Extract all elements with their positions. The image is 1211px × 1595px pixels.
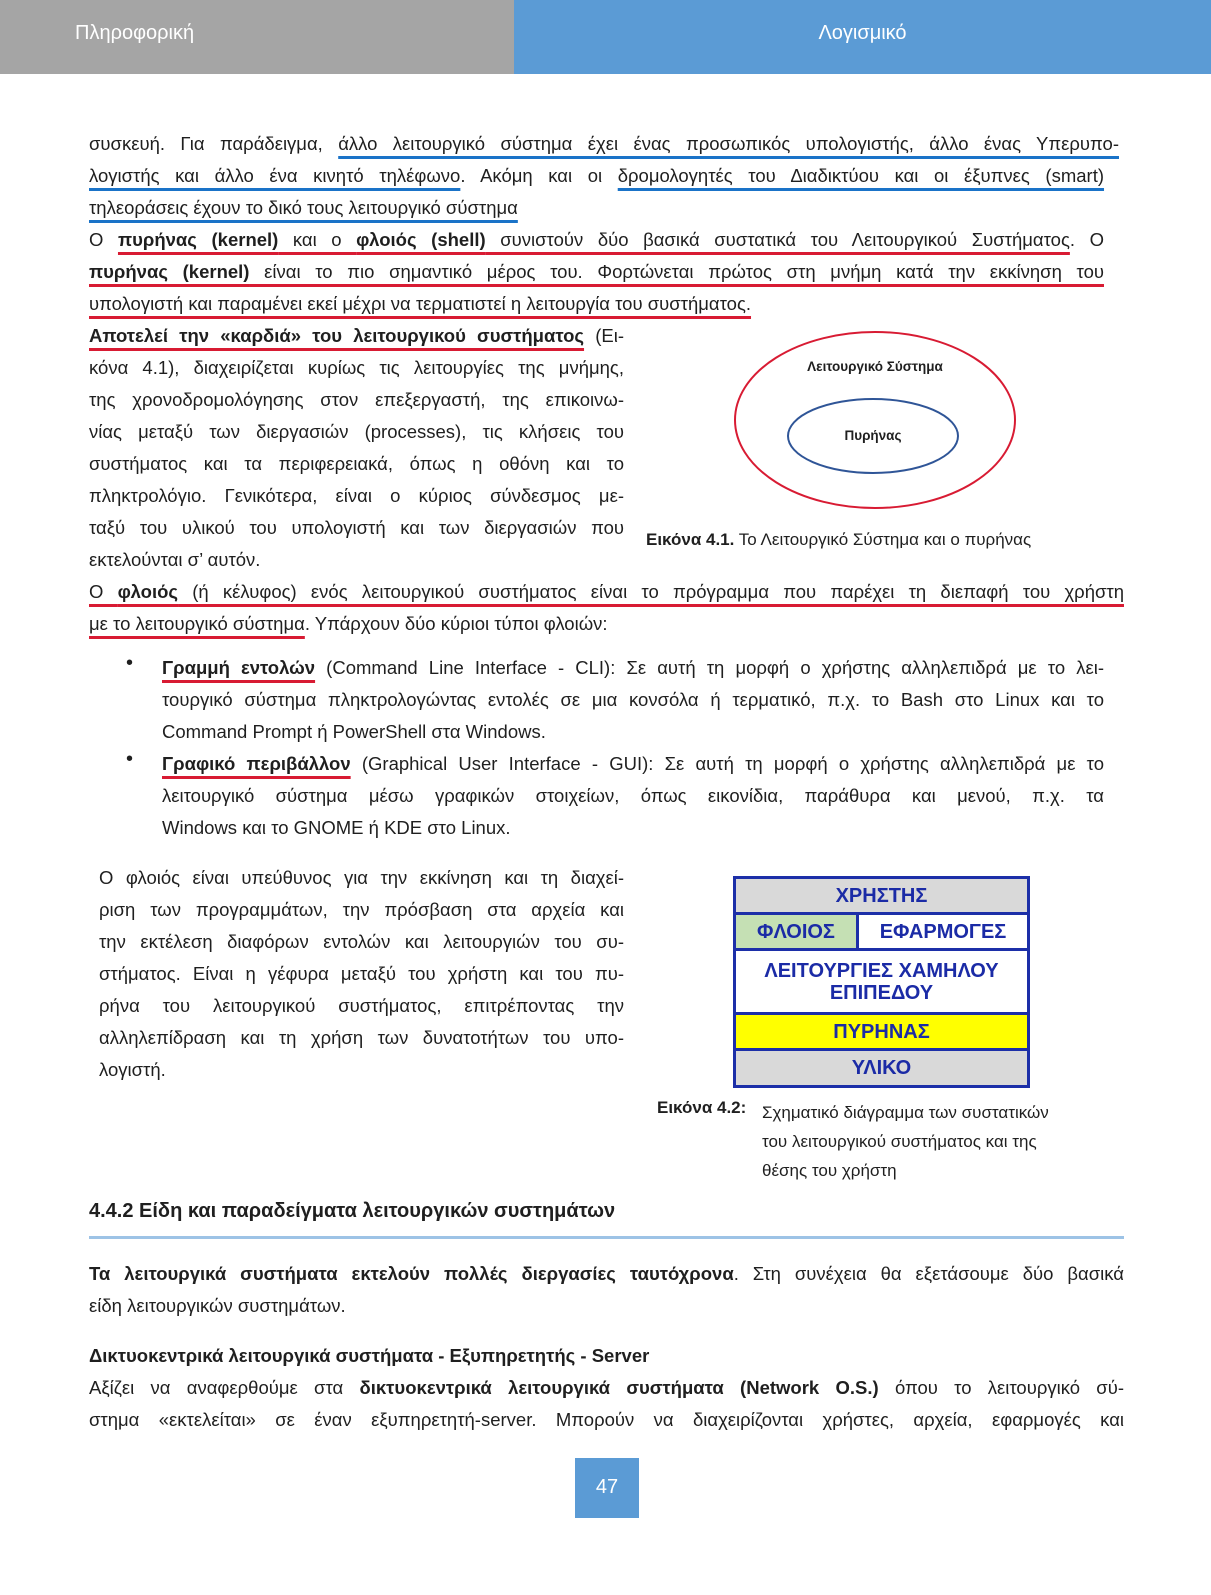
para2-line3: [89, 288, 751, 320]
text-span: . Υπάρχουν δύο κύριοι τύποι φλοιών:: [304, 613, 608, 634]
layer-apps: [859, 915, 1027, 948]
para3-line: κόνα 4.1), διαχειρίζεται κυρίως τις λειτουργίες της μνήμης,: [89, 357, 624, 378]
para5-line: την εκτέλεση διαφόρων εντολών και λειτουργιών του συ-: [99, 931, 624, 952]
para3-line: συστήματος και τα περιφερειακά, όπως η οθόνη και το: [89, 453, 624, 474]
kernel-label: Πυρήνας: [844, 428, 902, 443]
kernel-term: πυρήνας (kernel): [89, 261, 250, 282]
os-label: Λειτουργικό Σύστημα: [807, 359, 943, 374]
layer-label: ΥΛΙΚΟ: [851, 1057, 912, 1079]
shell-term: φλοιός: [117, 581, 179, 602]
bullet2-line3: Windows και το GNOME ή KDE στο Linux.: [162, 817, 511, 838]
header-subject-title: Πληροφορική: [75, 22, 195, 44]
section-heading: 4.4.2 Είδη και παραδείγματα λειτουργικών συστημάτων: [89, 1200, 616, 1222]
section-intro-line1: [89, 1258, 1124, 1290]
text-span: Ο: [89, 581, 118, 602]
bullet1-line3: Command Prompt ή PowerShell στα Windows.: [162, 721, 546, 742]
bullet1-line2: τουργικό σύστημα πληκτρολογώντας εντολές σε μια κονσόλα ή τερματικό, π.χ. το Bash στο Linux και το: [162, 689, 1104, 710]
underlined-text: άλλο λειτουργικό σύστημα έχει ένας προσωπικός υπολογιστής, άλλο ένας Υπερυπο-: [338, 133, 1119, 154]
gui-term: Γραφικό περιβάλλον: [162, 753, 351, 774]
heart-of-os-phrase: Αποτελεί την «καρδιά» του λειτουργικού συστήματος: [89, 325, 585, 346]
caption-line: του λειτουργικού συστήματος και της: [762, 1132, 1037, 1151]
bullet1-line1: [162, 652, 1104, 684]
layer-hardware: [736, 1051, 1027, 1085]
underlined-text: τηλεοράσεις έχουν το δικό τους λειτουργικό σύστημα: [89, 197, 518, 218]
underlined-text: υπολογιστή και παραμένει εκεί μέχρι να τερματιστεί η λειτουργία του συστήματος.: [89, 293, 752, 314]
underlined-text: με το λειτουργικό σύστημα: [89, 613, 305, 634]
text-span: . Ο: [1069, 229, 1104, 250]
text-span: και ο: [278, 229, 357, 250]
para5-line: ρήνα του λειτουργικού συστήματος, επιτρέποντας την: [99, 995, 624, 1016]
caption-text: Το Λειτουργικό Σύστημα και ο πυρήνας: [734, 530, 1032, 549]
figure-os-kernel-ellipses: [730, 328, 1020, 513]
layer-low-level-functions: [736, 951, 1027, 1015]
para4-line1: [89, 576, 1124, 608]
caption-label: Εικόνα 4.1.: [646, 530, 735, 549]
text-span: είναι το πιο σημαντικό μέρος του. Φορτώνεται πρώτος στη μνήμη κατά την εκκίνηση του: [249, 261, 1104, 282]
para3-line: πληκτρολόγιο. Γενικότερα, είναι ο κύριος σύνδεσμος με-: [89, 485, 624, 506]
bullet2-line2: λειτουργικό σύστημα μέσω γραφικών στοιχείων, όπως εικονίδια, παράθυρα και μενού, π.χ. τα: [162, 785, 1104, 806]
para3-line1: [89, 320, 624, 352]
para1-line3: [89, 192, 518, 224]
bold-text: Τα λειτουργικά συστήματα εκτελούν πολλές διεργασίες ταυτόχρονα: [89, 1263, 734, 1284]
layer-label: ΕΦΑΡΜΟΓΕΣ: [879, 920, 1007, 943]
para3-line: ταξύ του υλικού του υπολογιστή και των διεργασιών που: [89, 517, 624, 538]
para4-line2: [89, 608, 608, 640]
cli-term: Γραμμή εντολών: [162, 657, 316, 678]
text-span: (Command Line Interface - CLI): Σε αυτή τη μορφή ο χρήστης αλληλεπιδρά με το λει-: [315, 657, 1104, 678]
kernel-term: πυρήνας (kernel): [117, 229, 279, 250]
subheading-network-os: Δικτυοκεντρικά λειτουργικά συστήματα - Εξυπηρετητής - Server: [89, 1345, 650, 1366]
caption-line: θέσης του χρήστη: [762, 1161, 897, 1180]
para1-line2: [89, 160, 1104, 192]
caption-line: Σχηματικό διάγραμμα των συστατικών: [762, 1103, 1049, 1122]
para2-line2: [89, 256, 1104, 288]
section-intro-line2: είδη λειτουργικών συστημάτων.: [89, 1295, 346, 1316]
figure2-caption: [762, 1098, 1049, 1185]
text-span: όπου το λειτουργικό σύ-: [878, 1377, 1125, 1398]
layer-label: ΦΛΟΙΟΣ: [757, 920, 835, 943]
underlined-text: δρομολογητές του Διαδικτύου και οι έξυπνες (smart): [617, 165, 1105, 186]
layer-label: ΧΡΗΣΤΗΣ: [835, 884, 928, 907]
ellipse-diagram-icon: [730, 328, 1020, 513]
text-span: (Graphical User Interface - GUI): Σε αυτή τη μορφή ο χρήστης αλληλεπιδρά με το: [350, 753, 1104, 774]
para2-line1: [89, 224, 1104, 256]
text-span: (ή κέλυφος) ενός λειτουργικού συστήματος είναι το πρόγραμμα που παρέχει τη διεπαφή του χρήστη: [178, 581, 1124, 602]
bullet-icon: •: [126, 748, 134, 770]
bullet2-line1: [162, 748, 1104, 780]
text-span: Ο: [89, 229, 118, 250]
page-number: 47: [575, 1458, 639, 1518]
para5-line: λογιστή.: [99, 1059, 166, 1080]
para1-line1: [89, 128, 1119, 160]
layer-kernel: [736, 1015, 1027, 1051]
bullet-icon: •: [126, 652, 134, 674]
header-chapter-title: Λογισμικό: [818, 22, 907, 44]
para3-line: νίας μεταξύ των διεργασιών (processes), τις κλήσεις του: [89, 421, 624, 442]
layer-label: ΛΕΙΤΟΥΡΓΙΕΣ ΧΑΜΗΛΟΥ: [764, 959, 999, 982]
text-span: . Ακόμη και οι: [460, 165, 618, 186]
layer-user: [736, 879, 1027, 915]
text-span: . Στη συνέχεια θα εξετάσουμε δύο βασικά: [733, 1263, 1124, 1284]
text-span: Αξίζει να αναφερθούμε στα: [89, 1377, 360, 1398]
para5-line: αλληλεπίδραση και τη χρήση των δυνατοτήτων του υπο-: [99, 1027, 624, 1048]
para5-line: ριση των προγραμμάτων, την πρόσβαση στα αρχεία και: [99, 899, 624, 920]
figure1-caption: [646, 530, 1031, 550]
bold-text: δικτυοκεντρικά λειτουργικά συστήματα (Network O.S.): [359, 1377, 879, 1398]
section-divider: [89, 1236, 1124, 1239]
layer-shell-apps: [736, 915, 1027, 951]
para3-line: εκτελούνται σ’ αυτόν.: [89, 549, 261, 570]
network-os-line2: στημα «εκτελείται» σε έναν εξυπηρετητή-server. Μπορούν να διαχειρίζονται χρήστες, αρχεία, εφαρμογές και: [89, 1409, 1124, 1430]
shell-term: φλοιός (shell): [356, 229, 486, 250]
layer-label: ΠΥΡΗΝΑΣ: [833, 1020, 930, 1043]
text-span: συνιστούν δύο βασικά συστατικά του Λειτουργικού Συστήματος: [485, 229, 1070, 250]
layer-shell: [736, 915, 859, 948]
figure-os-layers-diagram: [733, 876, 1030, 1088]
text-span: (Ει-: [584, 325, 624, 346]
network-os-line1: [89, 1372, 1124, 1404]
para5-line: στήματος. Είναι η γέφυρα μεταξύ του χρήστη και του πυ-: [99, 963, 624, 984]
header-left-band: [0, 0, 514, 74]
para5-line: Ο φλοιός είναι υπεύθυνος για την εκκίνηση και τη διαχεί-: [99, 867, 624, 888]
figure2-caption-label: Εικόνα 4.2:: [657, 1098, 747, 1117]
para3-line: της χρονοδρομολόγησης στον επεξεργαστή, της επικοινω-: [89, 389, 624, 410]
layer-label: ΕΠΙΠΕΔΟΥ: [829, 981, 934, 1004]
underlined-text: λογιστής και άλλο ένα κινητό τηλέφωνο: [89, 165, 461, 186]
header-right-band: [514, 0, 1211, 74]
text-span: συσκευή. Για παράδειγμα,: [89, 133, 339, 154]
